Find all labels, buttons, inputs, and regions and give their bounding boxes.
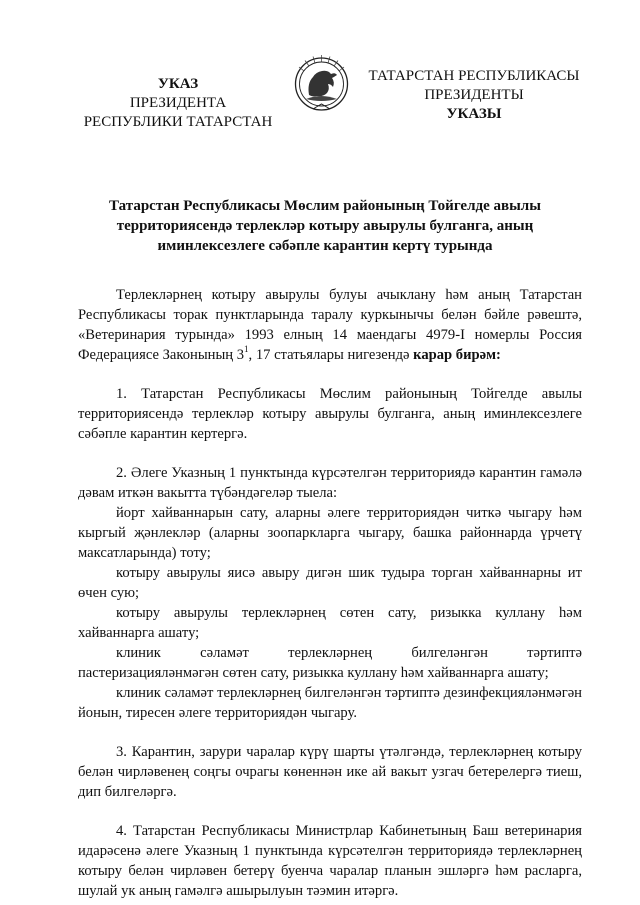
item-1-paragraph: 1. Татарстан Республикасы Мөслим районының Тойгелде авылы территориясендә терлекләр котыру авырулы булганга, аның иминлексезлеге сәбәпле карантин кертергә. <box>78 386 582 442</box>
preamble-superscript: 1 <box>244 344 249 354</box>
item-2-bullet-4: клиник сәламәт терлекләрнең билгеләнгән тәртиптә пастеризацияләнмәгән сөтен сату, ризыкка куллану һәм хайваннарга ашату; <box>78 645 582 681</box>
header-right-line-3: УКАЗЫ <box>446 106 502 122</box>
coat-of-arms-emblem <box>293 53 350 119</box>
item-3-paragraph: 3. Карантин, зарури чаралар күрү шарты үтәлгәндә, терлекләрнең котыру белән чирләвенең соңгы очрагы көненнән ике ай вакыт узгач бетерелергә тиеш, дип билгеләргә. <box>78 744 582 800</box>
item-2-bullet-2: котыру авырулы яисә авыру дигән шик тудыра торган хайваннарны ит өчен сую; <box>78 565 582 601</box>
header-left-line-3: РЕСПУБЛИКИ ТАТАРСТАН <box>83 114 273 130</box>
document-title: Татарстан Республикасы Мөслим районының Тойгелде авылы территориясендә терлекләр котыру авырулы булганга, аның иминлексезлеге сәбәпле карантин кертү турында <box>109 198 541 254</box>
header-right-block <box>360 67 588 124</box>
header-left-block <box>78 75 278 132</box>
item-2-bullet-1: йорт хайваннарын сату, аларны әлеге территориядән читкә чыгару һәм кыргый җәнлекләр (аларны зоопаркларга чыгару, башка районнарда үрчетү максатларында) тоту; <box>78 505 582 561</box>
item-2-bullet-3: котыру авырулы терлекләрнең сөтен сату, ризыкка куллану һәм хайваннарга ашату; <box>78 605 582 641</box>
header-left-line-1: УКАЗ <box>157 76 199 92</box>
header-right-line-1: ТАТАРСТАН РЕСПУБЛИКАСЫ <box>368 68 580 84</box>
header-left-line-2: ПРЕЗИДЕНТА <box>129 95 227 111</box>
preamble-paragraph <box>78 285 582 365</box>
preamble-text: Терлекләрнең котыру авырулы булуы ачыклану һәм аның Татарстан Республикасы торак пунктларында таралу куркынычы белән бәйле рәвештә, «Ветеринария турында» 1993 елның 14 маендагы 4979-I номерлы Россия Федерациясе Законының 3 <box>78 287 582 363</box>
item-4-paragraph: 4. Татарстан Республикасы Министрлар Кабинетының Баш ветеринария идарәсенә әлеге Указның 1 пунктында күрсәтелгән территориядә терлекләрнең котыру белән чирләвен бетерү буенча чаралар планын эшләргә һәм расларга, шулай ук аның гамәлгә ашырылуын тәэмин итәргә. <box>78 823 582 899</box>
preamble-decree-phrase: карар бирәм: <box>413 347 501 363</box>
item-2-intro: 2. Әлеге Указның 1 пунктында күрсәтелгән территориядә карантин гамәлә дәвам иткән вакытта түбәндәгеләр тыела: <box>78 465 582 501</box>
item-2-bullet-5: клиник сәламәт терлекләрнең билгеләнгән тәртиптә дезинфекцияләнмәгән йонын, тиресен әлеге территориядән чыгару. <box>78 685 582 721</box>
header-right-line-2: ПРЕЗИДЕНТЫ <box>424 87 524 103</box>
preamble-text-tail: , 17 статьялары нигезендә <box>248 347 414 363</box>
document-body <box>78 285 582 901</box>
